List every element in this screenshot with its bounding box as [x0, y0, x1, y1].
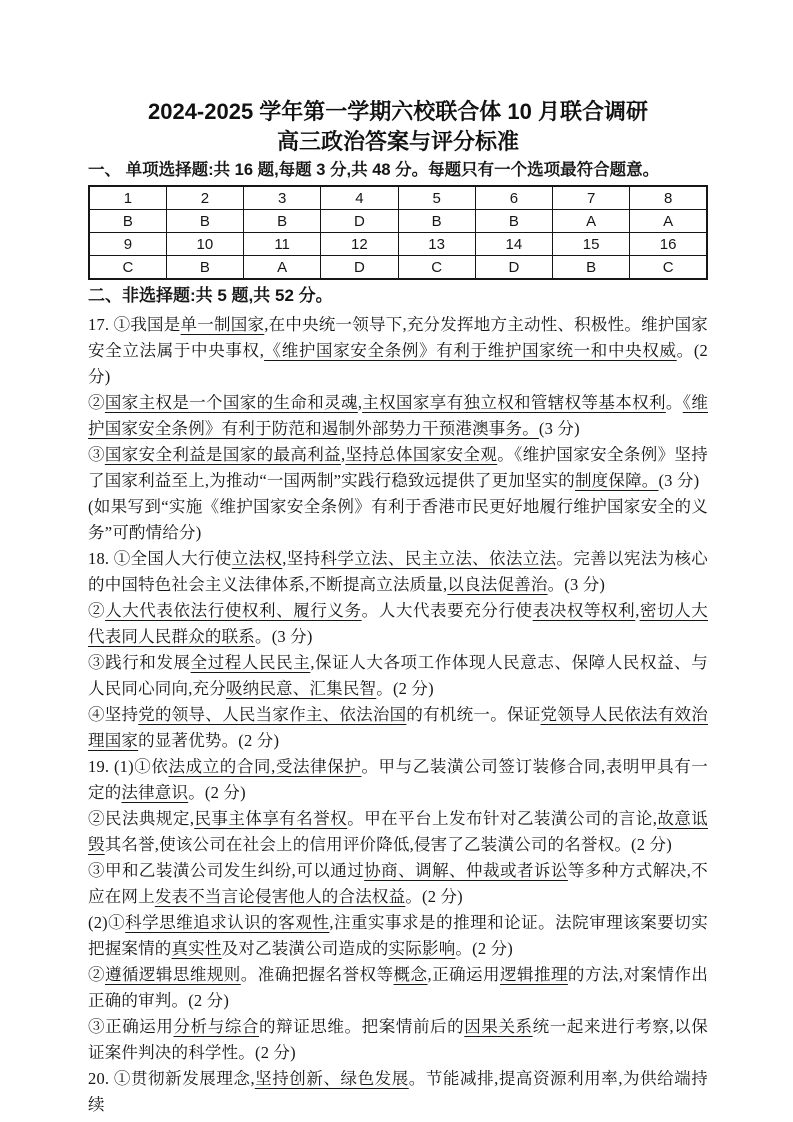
plain-text: ,正确运用: [427, 965, 500, 984]
plain-text: 。(2 分): [376, 679, 434, 698]
plain-text: 。《维护国家安全条例》坚持了国家利益至上,为推动“一国两制”实践行稳致远提供了更加坚实的: [88, 445, 708, 490]
underlined-text: 立法权: [231, 549, 283, 568]
answer-paragraph: [88, 702, 708, 754]
underlined-text: 科学思维追求认识的客观性: [125, 913, 330, 932]
underlined-text: 以良法促善治: [447, 575, 548, 594]
answer-paragraph: [88, 754, 708, 806]
answer-table-cell: A: [630, 210, 707, 233]
answer-table-cell: C: [89, 256, 166, 280]
plain-text: 。(3 分): [255, 627, 313, 646]
plain-text: ②民法典规定,: [88, 809, 195, 828]
answer-table-cell: D: [475, 256, 552, 280]
answer-table-row: [89, 186, 707, 210]
plain-text: (3 分): [538, 419, 580, 438]
underlined-text: 逻辑推理: [500, 965, 568, 984]
plain-text: 。(2 分): [405, 887, 463, 906]
answer-table-cell: C: [398, 256, 475, 280]
underlined-text: 党领导人民依法有效治理国家: [88, 705, 708, 750]
underlined-text: 法成立的合同,受法律保护: [168, 757, 362, 776]
answer-table-cell: B: [166, 256, 243, 280]
plain-text: ③: [88, 445, 105, 464]
plain-text: 。(2 分): [88, 341, 708, 386]
answer-table-cell: 1: [89, 186, 166, 210]
plain-text: 。甲在平台上发布针对乙装潢公司的言论,: [347, 809, 658, 828]
plain-text: 的方法,对案情作出正确的审判。(2 分): [88, 965, 709, 1010]
answer-table-cell: 6: [475, 186, 552, 210]
answer-table-cell: 13: [398, 233, 475, 256]
answer-table-cell: D: [321, 210, 398, 233]
underlined-text: 《维护国家安全条例》有利于维护国家统一和中央权威: [264, 341, 677, 360]
plain-text: ,坚持: [282, 549, 321, 568]
answer-table-cell: 14: [475, 233, 552, 256]
answer-table: [88, 185, 708, 280]
answer-paragraph: [88, 494, 708, 546]
answer-table-row: [89, 256, 707, 280]
answer-paragraph: [88, 442, 708, 494]
plain-text: 。: [665, 393, 683, 412]
answer-paragraph: [88, 390, 708, 442]
answer-paragraph: [88, 598, 708, 650]
section1-heading: 一、 单项选择题:共 16 题,每题 3 分,共 48 分。每题只有一个选项最符合题意。: [88, 161, 660, 179]
plain-text: 的显著优势。(2 分): [138, 731, 280, 750]
plain-text: 。甲与乙装潢公司签订装修合同,表明甲具有一定的: [88, 757, 709, 802]
answer-table-cell: B: [244, 210, 321, 233]
underlined-text: 党的领导、人民当家作主、依法治国: [138, 705, 407, 724]
plain-text: 的有机统一。保证: [406, 705, 541, 724]
answer-table-cell: B: [166, 210, 243, 233]
plain-text: 。(3 分): [547, 575, 606, 594]
underlined-text: 单一制国家: [180, 315, 265, 334]
answer-table-cell: 12: [321, 233, 398, 256]
plain-text: 。(2 分): [455, 939, 513, 958]
plain-text: 。(2 分): [188, 783, 246, 802]
underlined-text: 吸纳民意、汇集民智: [225, 679, 377, 698]
plain-text: ,注重实事求是的推理和论证。法院审理该案要切实把握案情的: [88, 913, 708, 958]
answer-paragraph: [88, 650, 708, 702]
underlined-text: 表决权等权利: [532, 601, 636, 620]
answer-table-cell: 5: [398, 186, 475, 210]
underlined-text: 国家安全利益是国家的最高利益: [104, 445, 341, 464]
answer-paragraph: [88, 910, 708, 962]
plain-text: ,: [635, 601, 640, 620]
plain-text: ,保证人大各项工作体现人民意志、保障人民权益、与人民同心同向,充分: [88, 653, 708, 698]
answer-table-cell: B: [553, 256, 630, 280]
plain-text: 。完善以宪法为核心的中国特色社会主义法律体系,不断提高立法质量,: [88, 549, 709, 594]
underlined-text: 《维护国家安全条例》有利于防范和遏制外部势力干预港澳事务。: [88, 393, 709, 438]
plain-text: 及对乙装潢公司造成的: [221, 939, 389, 958]
answer-table-cell: D: [321, 256, 398, 280]
underlined-text: 发表不当言论侵害他人的合法权益: [154, 887, 406, 906]
answer-table-row: [89, 210, 707, 233]
answer-paragraphs: [88, 312, 708, 1118]
underlined-text: 概念: [393, 965, 428, 984]
underlined-text: 坚持创新、绿色发展: [254, 1069, 409, 1088]
plain-text: 的辩证思维。把案情前后的: [259, 1017, 465, 1036]
answer-table-row: [89, 233, 707, 256]
answer-table-body: [89, 186, 707, 279]
answer-paragraph: [88, 1066, 708, 1118]
answer-paragraph: [88, 312, 708, 390]
plain-text: 等多种方式解决,不应在网上: [88, 861, 708, 906]
answer-paragraph: [88, 806, 708, 858]
answer-table-cell: 3: [244, 186, 321, 210]
plain-text: ,在中央统一领导下,充分发挥地方主动性、积极性。维护国家安全立法属于中央事权,: [88, 315, 709, 360]
answer-table-cell: 7: [553, 186, 630, 210]
plain-text: ④坚持: [88, 705, 139, 724]
answer-table-cell: 16: [630, 233, 707, 256]
underlined-text: 人大代表依法行使权利、履行义务: [105, 601, 362, 620]
answer-table-cell: C: [630, 256, 707, 280]
title-line-2: 高三政治答案与评分标准: [276, 129, 519, 154]
answer-table-cell: 11: [244, 233, 321, 256]
answer-table-cell: A: [553, 210, 630, 233]
plain-text: (3 分): [658, 471, 700, 490]
underlined-text: 实际影响: [388, 939, 456, 958]
answer-paragraph: [88, 858, 708, 910]
plain-text: ,: [340, 445, 346, 464]
answer-table-cell: B: [475, 210, 552, 233]
underlined-text: 全过程人民民主: [190, 653, 311, 672]
plain-text: 其名誉,使该公司在社会上的信用评价降低,侵害了乙装潢公司的名誉权。(2 分): [104, 835, 672, 854]
underlined-text: 国家主权是一个国家的生命和灵魂: [104, 393, 358, 412]
answer-table-cell: 10: [166, 233, 243, 256]
underlined-text: 民事主体享有名誉权: [194, 809, 348, 828]
underlined-text: 协商、调解、仲裁或者诉讼: [364, 861, 568, 880]
underlined-text: 法律意识: [121, 783, 189, 802]
plain-text: 17. ①我国是: [88, 315, 181, 334]
plain-text: 。节能减排,提高资源利用率,为供给端持续: [88, 1069, 708, 1114]
answer-table-cell: B: [89, 210, 166, 233]
plain-text: (如果写到“实施《维护国家安全条例》有利于香港市民更好地履行维护国家安全的义务”可酌情给分): [88, 497, 708, 542]
section2-heading: 二、非选择题:共 5 题,共 52 分。: [88, 286, 333, 305]
answer-table-cell: 8: [630, 186, 707, 210]
answer-paragraph: [88, 546, 708, 598]
answer-table-cell: 9: [89, 233, 166, 256]
plain-text: ,: [357, 393, 363, 412]
answer-table-cell: A: [244, 256, 321, 280]
underlined-text: 分析与综合: [173, 1017, 260, 1036]
plain-text: 。人大代表要充分行使: [361, 601, 533, 620]
plain-text: ③践行和发展: [88, 653, 191, 672]
plain-text: ③甲和乙装潢公司发生纠纷,可以通过: [88, 861, 365, 880]
underlined-text: 遵循逻辑思维规则: [104, 965, 241, 984]
answer-table-cell: 2: [166, 186, 243, 210]
document-title: [88, 97, 708, 157]
answer-table-cell: 15: [553, 233, 630, 256]
title-line-1: 2024-2025 学年第一学期六校联合体 10 月联合调研: [147, 99, 649, 124]
underlined-text: 密切人大代表同人民群众的联系: [88, 601, 708, 646]
plain-text: ②: [88, 965, 105, 984]
answer-table-cell: B: [398, 210, 475, 233]
answer-table-cell: 4: [321, 186, 398, 210]
plain-text: 20. ①贯彻新发展理念,: [88, 1069, 255, 1088]
answer-paragraph: [88, 1014, 708, 1066]
underlined-text: 制度保障。: [574, 471, 659, 490]
plain-text: (2)①: [88, 913, 126, 932]
plain-text: ②: [88, 393, 105, 412]
plain-text: 18. ①全国人大行使: [88, 549, 232, 568]
underlined-text: 真实性: [171, 939, 222, 958]
answer-paragraph: [88, 962, 708, 1014]
plain-text: 。准确把握名誉权等: [240, 965, 394, 984]
plain-text: 19. (1)①依: [88, 757, 169, 776]
plain-text: 统一起来进行考察,以保证案件判决的科学性。(2 分): [88, 1017, 708, 1062]
plain-text: ②: [88, 601, 106, 620]
underlined-text: 因果关系: [464, 1017, 533, 1036]
underlined-text: 故意诋毁: [88, 809, 708, 854]
underlined-text: 科学立法、民主立法、依法立法: [320, 549, 557, 568]
plain-text: ③正确运用: [88, 1017, 174, 1036]
underlined-text: 坚持总体国家安全观: [345, 445, 498, 464]
underlined-text: 主权国家享有独立权和管辖权等基本权利: [362, 393, 666, 412]
